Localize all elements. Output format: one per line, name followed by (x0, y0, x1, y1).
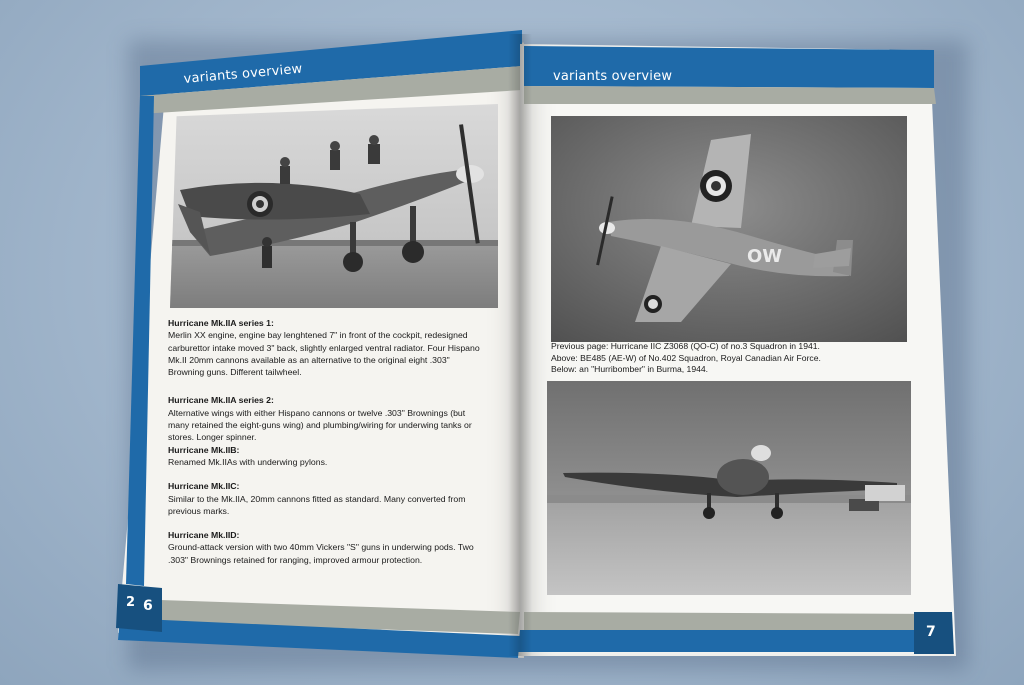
caption-previous-page: Previous page: Hurricane IIC Z3068 (QO-C) of no.3 Squadron in 1941. (551, 341, 820, 351)
section-line: Mk.II 20mm cannons available as an alternative to the original eight .303" (168, 354, 450, 365)
left-page-number: 6 (143, 598, 153, 614)
right-photo-hurribomber-burma (547, 381, 911, 595)
right-page-header: variants overview (553, 69, 673, 84)
caption-below: Below: an "Hurribomber" in Burma, 1944. (551, 364, 709, 375)
book-spine-shadow (508, 34, 532, 656)
section-line: previous marks. (168, 505, 230, 516)
section-line: stores. Longer spinner. (168, 432, 257, 443)
section-line: Renamed Mk.IIAs with underwing pylons. (168, 456, 328, 467)
section-title: Hurricane Mk.IIA series 1: (168, 318, 274, 328)
left-page-header: variants overview (183, 61, 304, 87)
prev-page-number-fragment: 2 (126, 595, 136, 610)
section-line: many retained the eight-guns wing) and plumbing/wiring for underwing tanks or (168, 420, 472, 431)
section-line: .303" Brownings retained for ranging, improved armour protection. (168, 554, 423, 565)
section-line: Similar to the Mk.IIA, 20mm cannons fitted as standard. Many converted from (168, 493, 466, 504)
right-header-grey-band (524, 86, 936, 104)
caption-above: Above: BE485 (AE-W) of No.402 Squadron, Royal Canadian Air Force. (551, 352, 821, 363)
section-title: Hurricane Mk.IIB: (168, 444, 240, 455)
section-title: Hurricane Mk.IID: (168, 530, 240, 541)
right-footer-band (518, 630, 950, 652)
section-line: carburettor intake moved 3" back, slightly enlarged ventral radiator. Four Hispano (168, 342, 480, 353)
section-line: Ground-attack version with two 40mm Vickers "S" guns in underwing pods. Two (168, 542, 474, 553)
section-line: Merlin XX engine, engine bay lenghtened 7" in front of the cockpit, redesigned (168, 330, 468, 341)
right-footer-grey-band (524, 612, 946, 630)
right-page-number: 7 (926, 624, 936, 640)
section-line: Browning guns. Different tailwheel. (168, 367, 302, 378)
section-line: Alternative wings with either Hispano cannons or twelve .303" Brownings (but (168, 407, 466, 418)
section-title: Hurricane Mk.IIA series 2: (168, 395, 274, 406)
section-title: Hurricane Mk.IIC: (168, 481, 240, 492)
right-captions (551, 341, 821, 376)
aircraft-code-letters: OW (747, 246, 783, 267)
right-photo-be485-in-flight (551, 116, 907, 342)
